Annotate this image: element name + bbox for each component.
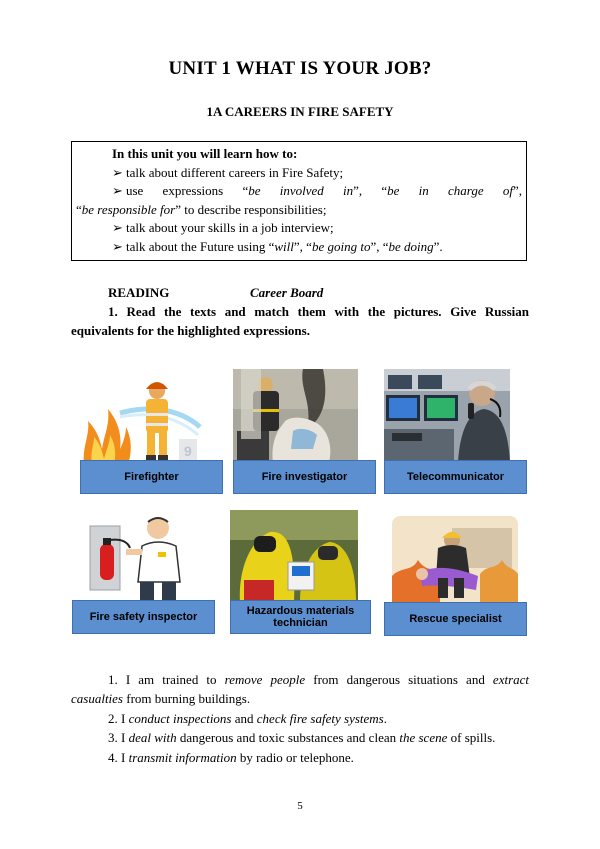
highlighted-expression: deal with [128,730,177,746]
label-fire-investigator: Fire investigator [233,460,376,494]
objective-text: ”, “ [293,238,312,254]
text-part: 3. I [108,730,129,746]
objective-text: ”, [512,183,522,199]
label-telecommunicator: Telecommunicator [384,460,527,494]
reading-texts [71,670,529,767]
highlighted-expression: extract casualties [71,672,530,707]
label-hazmat-line-2: technician [273,617,328,629]
rescue-specialist-picture [392,516,518,603]
text-1 [71,670,529,709]
label-rescue-specialist: Rescue specialist [384,602,527,636]
text-part: by radio or telephone. [236,749,354,765]
highlighted-expression: transmit information [128,749,237,765]
arrow-bullet-icon: ➢ [112,183,123,199]
objective-item-3 [76,219,522,238]
label-hazmat-technician [230,600,371,634]
arrow-bullet-icon: ➢ [112,238,123,254]
fire-investigator-picture [233,369,358,462]
objective-text: talk about the Future using “ [126,238,275,254]
label-hazmat-line-1: Hazardous materials [246,605,355,617]
expression: be involved in [248,183,354,199]
expression: be going to [311,238,371,254]
highlighted-expression: remove people [224,672,306,687]
text-4 [71,748,529,767]
hazmat-technician-picture [230,510,358,602]
text-part: . [383,710,387,726]
expression: will [274,238,294,254]
label-firefighter: Firefighter [80,460,223,494]
objective-text: talk about your skills in a job interview; [126,220,334,236]
objective-text: “ [76,201,82,217]
objective-text: ”, “ [353,183,388,199]
text-part: and [231,710,257,726]
text-part: of spills. [447,730,496,746]
reading-heading [108,285,324,301]
task-text: Read the texts and match them with the pictures. Give Russian equivalents for the highlighted expressions. [71,304,529,338]
text-2 [71,709,529,728]
task-number: 1. [108,304,118,319]
objective-text: ”. [433,238,443,254]
firefighter-picture [80,369,206,464]
objective-text: ”, “ [370,238,389,254]
objective-item-4 [76,238,522,257]
reading-label: READING [108,285,170,300]
text-part: from dangerous situations and [305,672,493,687]
arrow-bullet-icon: ➢ [112,220,123,236]
highlighted-expression: the scene [399,730,448,746]
objective-text: ” to describe responsibilities; [175,201,327,217]
telecommunicator-picture [384,369,510,462]
text-3 [71,728,529,747]
fire-safety-inspector-picture [86,512,196,602]
svg-text:9: 9 [184,443,192,459]
expression: be responsible for [81,201,176,217]
label-fire-safety-inspector: Fire safety inspector [72,600,215,634]
objective-text: use expressions “ [126,183,249,199]
unit-title: UNIT 1 WHAT IS YOUR JOB? [168,58,432,79]
text-part: from burning buildings. [123,691,251,707]
objective-item-1 [76,164,522,183]
objectives-heading: In this unit you will learn how to: [112,146,298,161]
arrow-bullet-icon: ➢ [112,164,123,180]
expression: be in charge of [387,183,513,199]
highlighted-expression: conduct inspections [128,710,232,726]
highlighted-expression: check fire safety systems [256,710,384,726]
objectives-box [71,141,527,261]
task-instruction [71,302,529,340]
reading-subtitle: Career Board [250,285,324,300]
expression: be doing [388,238,434,254]
page-number: 5 [297,800,303,812]
objective-item-2 [76,182,522,201]
section-title: 1A CAREERS IN FIRE SAFETY [206,104,394,119]
text-part: 2. I [108,710,129,726]
text-part: 4. I [108,749,129,765]
objective-text: talk about different careers in Fire Safety; [126,164,344,180]
text-part: dangerous and toxic substances and clean [176,730,400,746]
text-part: 1. I am trained to [108,672,225,687]
objective-item-2-continued [76,201,522,220]
